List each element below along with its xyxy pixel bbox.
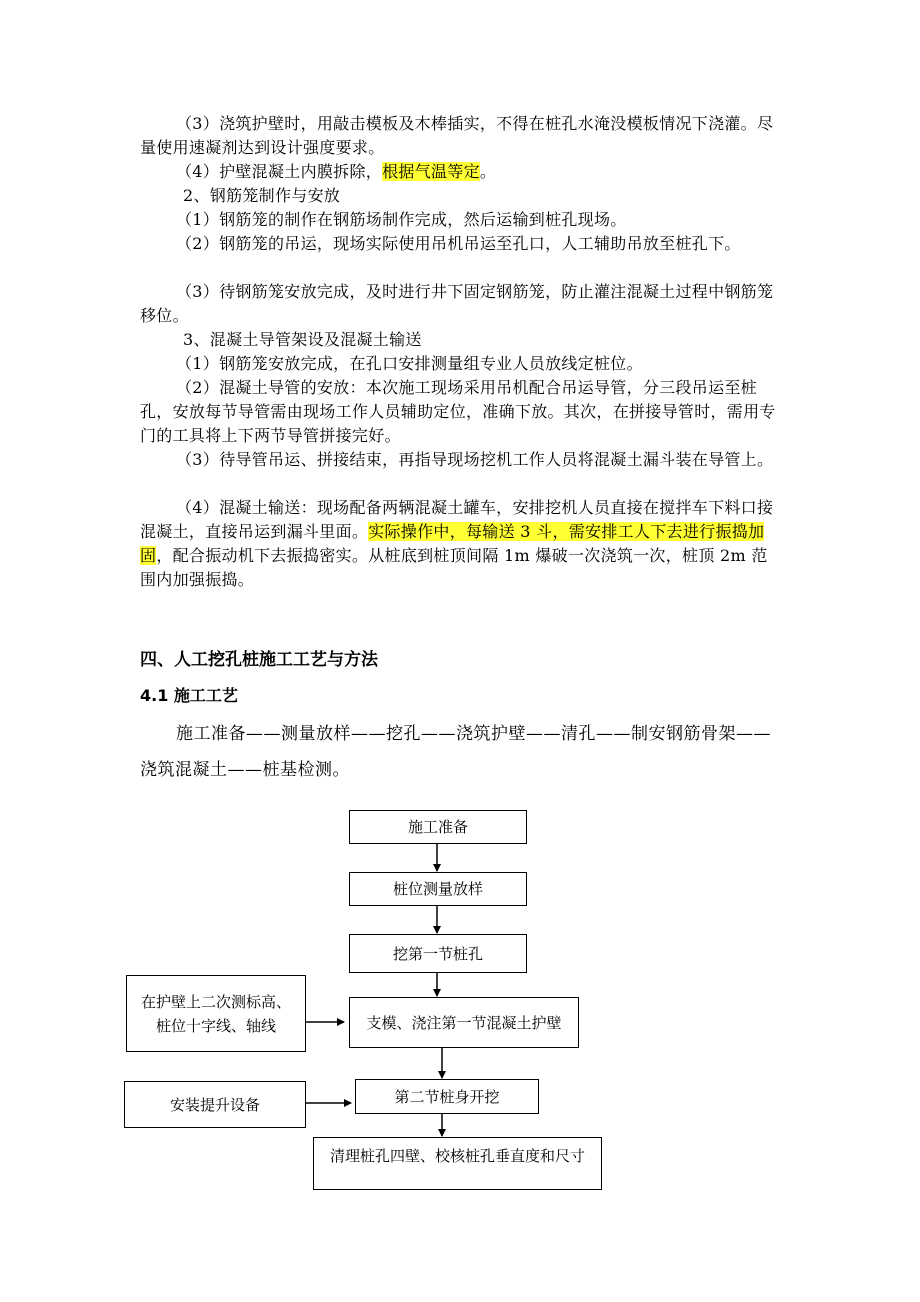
subsection-heading: 4.1 施工工艺: [140, 686, 238, 705]
subheading-rebar-cage: 2、钢筋笼制作与安放: [183, 186, 341, 205]
process-sequence: 施工准备——测量放样——挖孔——浇筑护壁——清孔——制安钢筋骨架——浇筑混凝土——桩基检测。: [140, 724, 771, 780]
side-box-lifting-label: 安装提升设备: [169, 1095, 260, 1114]
flow-box-preparation-label: 施工准备: [407, 818, 468, 836]
flow-box-survey-label: 桩位测量放样: [392, 880, 483, 898]
highlight-vibration: 实际操作中，每输送 3 斗，需安排工人下去进行振捣加固: [140, 522, 765, 565]
flow-box-second-excavation: [355, 1079, 539, 1114]
flow-box-clean-verify: [313, 1137, 602, 1190]
formwork-removal-text: （4）护壁混凝土内膜拆除，: [176, 162, 383, 181]
subheading-concrete-pipe: 3、混凝土导管架设及混凝土输送: [183, 330, 422, 349]
flow-box-preparation: [349, 810, 527, 844]
concrete-delivery-text: （4）混凝土输送：现场配备两辆混凝土罐车，安排挖机人员直接在搅拌车下料口接混凝土，直接吊运到漏斗里面。: [140, 498, 774, 541]
paragraph-pile-position: （1）钢筋笼安放完成，在孔口安排测量组专业人员放线定桩位。: [176, 354, 643, 373]
highlight-temperature: 根据气温等定: [382, 162, 480, 181]
flow-box-first-wall-label: 支模、浇注第一节混凝土护壁: [366, 1013, 562, 1032]
flow-box-first-excavation: [349, 934, 527, 973]
section-heading: 四、人工挖孔桩施工工艺与方法: [140, 650, 378, 670]
side-box-survey-line2: 桩位十字线、轴线: [155, 1016, 276, 1035]
paragraph-funnel-install: （3）待导管吊运、拼接结束，再指导现场挖机工作人员将混凝土漏斗装在导管上。: [176, 450, 774, 469]
side-box-survey-line1: 在护壁上二次测标高、: [140, 992, 291, 1011]
flow-box-first-excavation-label: 挖第一节桩孔: [392, 944, 483, 963]
side-box-survey-marks: [126, 975, 306, 1052]
concrete-delivery-end: ，配合振动机下去振捣密实。从桩底到桩顶间隔 1m 爆破一次浇筑一次，桩顶 2m 范围内加强振捣。: [140, 546, 768, 589]
paragraph-wall-pouring: （3）浇筑护壁时，用敲击模板及木棒插实，不得在桩孔水淹没模板情况下浇灌。尽量使用速凝剂达到设计强度要求。: [140, 114, 774, 157]
paragraph-cage-fixing: （3）待钢筋笼安放完成，及时进行井下固定钢筋笼，防止灌注混凝土过程中钢筋笼移位。: [140, 282, 774, 325]
flow-box-first-wall: [349, 997, 579, 1048]
flow-box-clean-verify-label: 清理桩孔四壁、校核桩孔垂直度和尺寸: [329, 1147, 585, 1165]
paragraph-pipe-placement: （2）混凝土导管的安放：本次施工现场采用吊机配合吊运导管，分三段吊运至桩孔，安放每节导管需由现场工作人员辅助定位，准确下放。其次，在拼接导管时，需用专门的工具将上下两节导管拼接完好。: [140, 378, 776, 445]
side-box-lifting-equipment: [124, 1081, 306, 1128]
paragraph-cage-lifting: （2）钢筋笼的吊运，现场实际使用吊机吊运至孔口，人工辅助吊放至桩孔下。: [176, 234, 741, 253]
flow-box-survey: [349, 872, 527, 906]
flow-box-second-excavation-label: 第二节桩身开挖: [394, 1087, 500, 1106]
paragraph-cage-fabrication: （1）钢筋笼的制作在钢筋场制作完成，然后运输到桩孔现场。: [176, 210, 627, 229]
formwork-removal-end: 。: [479, 162, 497, 181]
